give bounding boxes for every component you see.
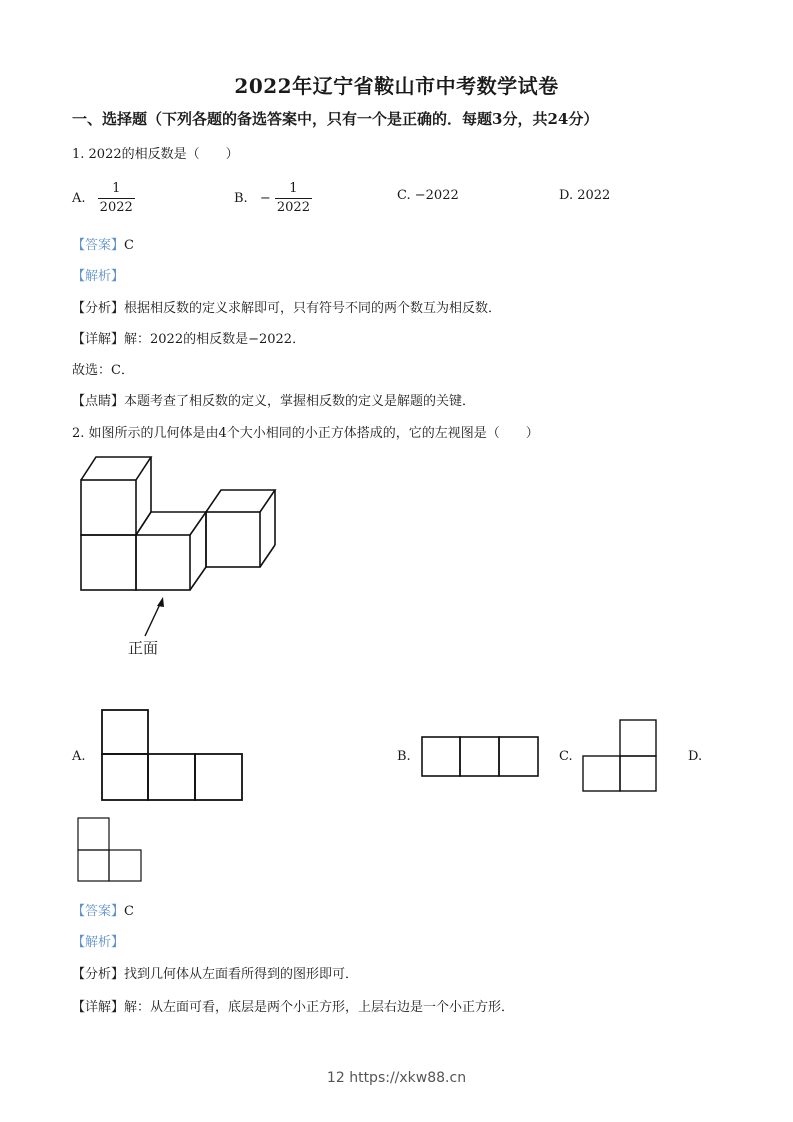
xiangjie-tag: 【详解】	[72, 1000, 125, 1015]
question-2-option-c-label: C.	[559, 749, 573, 764]
minus-sign: −	[259, 191, 271, 206]
page-title: 2022年辽宁省鞍山市中考数学试卷	[234, 74, 559, 98]
numerator: 1	[289, 181, 298, 196]
dianjing-tag: 【点睛】	[72, 394, 125, 409]
page-number: 12	[326, 1070, 345, 1086]
question-2-fenxi	[72, 963, 358, 982]
dianjing-text: 本题考查了相反数的定义，掌握相反数的定义是解题的关键．	[124, 394, 476, 409]
answer-value: C	[124, 904, 134, 919]
xiangjie-text: 解：2022的相反数是−2022．	[124, 332, 306, 347]
question-2-answer	[72, 900, 134, 919]
question-2-analysis-tag: 【解析】	[72, 935, 125, 950]
question-2-option-b-label: B.	[397, 749, 411, 764]
answer-value: C	[124, 238, 134, 253]
answer-tag: 【答案】	[72, 238, 125, 253]
xiangjie-text: 解：从左面可看，底层是两个小正方形，上层右边是一个小正方形．	[124, 1000, 515, 1015]
option-label: C.	[397, 188, 411, 203]
numerator: 1	[112, 181, 121, 196]
front-view-label: 正面	[128, 639, 159, 657]
option-label: D.	[559, 188, 574, 203]
question-2-option-a-label: A.	[72, 749, 86, 764]
xiangjie-tag: 【详解】	[72, 332, 125, 347]
question-1-analysis-tag: 【解析】	[72, 269, 125, 284]
denominator: 2022	[99, 200, 133, 215]
question-1-stem: 1. 2022的相反数是（ ）	[72, 147, 239, 162]
question-2-xiangjie	[72, 996, 514, 1015]
question-1-guxuan: 故选：C．	[72, 363, 134, 378]
option-text: 2022	[577, 188, 611, 203]
denominator: 2022	[276, 200, 310, 215]
question-2-option-d-label: D.	[688, 749, 703, 764]
fenxi-tag: 【分析】	[72, 301, 125, 316]
option-text: −2022	[414, 188, 459, 203]
answer-tag: 【答案】	[72, 904, 125, 919]
page-footer	[0, 1070, 793, 1086]
section-heading: 一、选择题（下列各题的备选答案中，只有一个是正确的．每题3分，共24分）	[72, 110, 599, 128]
option-label: B.	[234, 191, 248, 206]
option-label: A.	[72, 191, 86, 206]
fenxi-text: 根据相反数的定义求解即可，只有符号不同的两个数互为相反数．	[124, 301, 502, 316]
fenxi-text: 找到几何体从左面看所得到的图形即可．	[124, 967, 359, 982]
fenxi-tag: 【分析】	[72, 967, 125, 982]
question-2-stem: 2. 如图所示的几何体是由4个大小相同的小正方体搭成的，它的左视图是（ ）	[72, 426, 539, 441]
footer-url[interactable]: https://xkw88.cn	[349, 1070, 467, 1086]
